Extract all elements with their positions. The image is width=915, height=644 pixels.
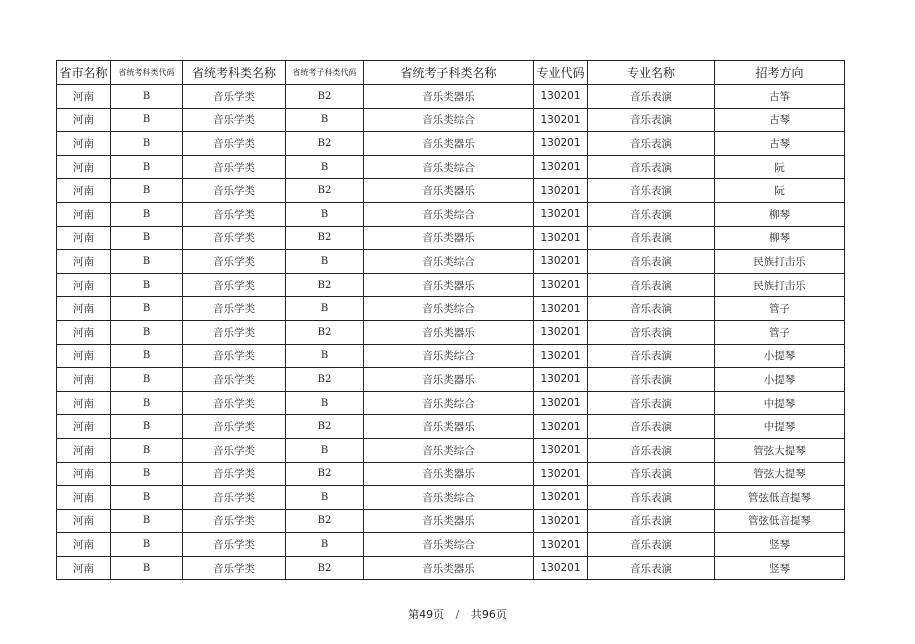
- cell-major-name: 音乐表演: [588, 509, 715, 533]
- cell-subcategory-code: B2: [286, 462, 364, 486]
- cell-major-name: 音乐表演: [588, 132, 715, 156]
- cell-category-code: B: [111, 320, 183, 344]
- cell-major-code: 130201: [534, 368, 588, 392]
- cell-subcategory-name: 音乐类器乐: [364, 179, 534, 203]
- cell-subcategory-code: B: [286, 202, 364, 226]
- cell-province: 河南: [57, 391, 111, 415]
- cell-subcategory-code: B: [286, 250, 364, 274]
- cell-category-code: B: [111, 509, 183, 533]
- page-separator: /: [455, 608, 460, 621]
- cell-subcategory-name: 音乐类综合: [364, 391, 534, 415]
- cell-major-name: 音乐表演: [588, 226, 715, 250]
- cell-subcategory-code: B2: [286, 320, 364, 344]
- cell-direction: 管弦低音提琴: [715, 486, 845, 510]
- table-row: [57, 132, 845, 156]
- cell-subcategory-code: B: [286, 344, 364, 368]
- table-row: [57, 155, 845, 179]
- cell-direction: 阮: [715, 179, 845, 203]
- header-direction: 招考方向: [715, 61, 845, 85]
- cell-subcategory-code: B: [286, 108, 364, 132]
- cell-province: 河南: [57, 533, 111, 557]
- cell-direction: 中提琴: [715, 391, 845, 415]
- cell-category-code: B: [111, 85, 183, 109]
- header-category-code: 省统考科类代码: [111, 61, 183, 85]
- cell-direction: 民族打击乐: [715, 273, 845, 297]
- cell-major-code: 130201: [534, 155, 588, 179]
- cell-major-code: 130201: [534, 320, 588, 344]
- cell-province: 河南: [57, 202, 111, 226]
- cell-subcategory-code: B: [286, 486, 364, 510]
- table-row: [57, 486, 845, 510]
- cell-major-code: 130201: [534, 391, 588, 415]
- cell-direction: 小提琴: [715, 344, 845, 368]
- cell-direction: 管弦大提琴: [715, 462, 845, 486]
- cell-province: 河南: [57, 462, 111, 486]
- cell-subcategory-name: 音乐类综合: [364, 486, 534, 510]
- cell-category-name: 音乐学类: [183, 108, 286, 132]
- cell-major-code: 130201: [534, 462, 588, 486]
- cell-subcategory-name: 音乐类综合: [364, 108, 534, 132]
- table-body: [57, 85, 845, 580]
- cell-subcategory-code: B: [286, 533, 364, 557]
- cell-category-name: 音乐学类: [183, 179, 286, 203]
- cell-major-name: 音乐表演: [588, 486, 715, 510]
- cell-category-code: B: [111, 297, 183, 321]
- cell-direction: 古筝: [715, 85, 845, 109]
- cell-major-name: 音乐表演: [588, 179, 715, 203]
- cell-major-name: 音乐表演: [588, 155, 715, 179]
- cell-major-code: 130201: [534, 132, 588, 156]
- cell-subcategory-name: 音乐类综合: [364, 438, 534, 462]
- cell-major-name: 音乐表演: [588, 344, 715, 368]
- cell-province: 河南: [57, 273, 111, 297]
- page-footer: [0, 606, 915, 622]
- cell-province: 河南: [57, 486, 111, 510]
- cell-direction: 柳琴: [715, 226, 845, 250]
- cell-province: 河南: [57, 344, 111, 368]
- cell-category-name: 音乐学类: [183, 509, 286, 533]
- cell-major-name: 音乐表演: [588, 85, 715, 109]
- cell-subcategory-name: 音乐类器乐: [364, 509, 534, 533]
- cell-major-name: 音乐表演: [588, 273, 715, 297]
- cell-category-code: B: [111, 556, 183, 580]
- table-row: [57, 462, 845, 486]
- cell-subcategory-name: 音乐类综合: [364, 202, 534, 226]
- cell-category-name: 音乐学类: [183, 273, 286, 297]
- cell-major-name: 音乐表演: [588, 202, 715, 226]
- cell-category-name: 音乐学类: [183, 226, 286, 250]
- cell-subcategory-name: 音乐类综合: [364, 297, 534, 321]
- header-major-code: 专业代码: [534, 61, 588, 85]
- cell-subcategory-name: 音乐类器乐: [364, 85, 534, 109]
- table-row: [57, 368, 845, 392]
- cell-province: 河南: [57, 250, 111, 274]
- cell-direction: 古琴: [715, 132, 845, 156]
- cell-major-code: 130201: [534, 438, 588, 462]
- cell-subcategory-name: 音乐类综合: [364, 250, 534, 274]
- cell-major-code: 130201: [534, 250, 588, 274]
- cell-subcategory-code: B: [286, 391, 364, 415]
- cell-category-code: B: [111, 250, 183, 274]
- total-pages-label: 共96页: [470, 608, 507, 621]
- cell-category-name: 音乐学类: [183, 486, 286, 510]
- cell-category-code: B: [111, 132, 183, 156]
- cell-category-code: B: [111, 415, 183, 439]
- table-row: [57, 202, 845, 226]
- cell-major-code: 130201: [534, 486, 588, 510]
- table-row: [57, 250, 845, 274]
- cell-category-name: 音乐学类: [183, 344, 286, 368]
- cell-province: 河南: [57, 415, 111, 439]
- cell-major-code: 130201: [534, 556, 588, 580]
- cell-direction: 竖琴: [715, 556, 845, 580]
- cell-province: 河南: [57, 297, 111, 321]
- header-category-name: 省统考科类名称: [183, 61, 286, 85]
- table-row: [57, 438, 845, 462]
- cell-major-code: 130201: [534, 273, 588, 297]
- table-row: [57, 273, 845, 297]
- cell-major-code: 130201: [534, 85, 588, 109]
- cell-category-code: B: [111, 202, 183, 226]
- cell-major-name: 音乐表演: [588, 556, 715, 580]
- cell-direction: 民族打击乐: [715, 250, 845, 274]
- cell-direction: 管子: [715, 297, 845, 321]
- cell-category-code: B: [111, 391, 183, 415]
- cell-subcategory-name: 音乐类器乐: [364, 556, 534, 580]
- cell-category-code: B: [111, 344, 183, 368]
- table-row: [57, 85, 845, 109]
- cell-category-name: 音乐学类: [183, 368, 286, 392]
- current-page-label: 第49页: [408, 608, 445, 621]
- cell-major-name: 音乐表演: [588, 533, 715, 557]
- cell-category-code: B: [111, 108, 183, 132]
- cell-subcategory-code: B2: [286, 85, 364, 109]
- cell-direction: 竖琴: [715, 533, 845, 557]
- cell-category-name: 音乐学类: [183, 438, 286, 462]
- cell-major-code: 130201: [534, 179, 588, 203]
- cell-subcategory-code: B2: [286, 368, 364, 392]
- cell-category-code: B: [111, 179, 183, 203]
- cell-province: 河南: [57, 85, 111, 109]
- cell-province: 河南: [57, 368, 111, 392]
- cell-direction: 古琴: [715, 108, 845, 132]
- header-subcategory-name: 省统考子科类名称: [364, 61, 534, 85]
- cell-category-code: B: [111, 462, 183, 486]
- table-row: [57, 509, 845, 533]
- cell-subcategory-code: B2: [286, 179, 364, 203]
- cell-subcategory-name: 音乐类器乐: [364, 320, 534, 344]
- cell-subcategory-name: 音乐类器乐: [364, 132, 534, 156]
- cell-category-name: 音乐学类: [183, 415, 286, 439]
- cell-category-name: 音乐学类: [183, 202, 286, 226]
- table-row: [57, 297, 845, 321]
- cell-major-name: 音乐表演: [588, 462, 715, 486]
- cell-category-name: 音乐学类: [183, 132, 286, 156]
- cell-major-code: 130201: [534, 108, 588, 132]
- cell-province: 河南: [57, 438, 111, 462]
- cell-direction: 中提琴: [715, 415, 845, 439]
- cell-category-code: B: [111, 438, 183, 462]
- cell-category-code: B: [111, 155, 183, 179]
- table-row: [57, 391, 845, 415]
- cell-category-name: 音乐学类: [183, 391, 286, 415]
- table-row: [57, 344, 845, 368]
- cell-subcategory-code: B: [286, 155, 364, 179]
- cell-category-code: B: [111, 226, 183, 250]
- cell-major-name: 音乐表演: [588, 320, 715, 344]
- table-row: [57, 108, 845, 132]
- cell-subcategory-name: 音乐类综合: [364, 155, 534, 179]
- cell-subcategory-code: B2: [286, 226, 364, 250]
- cell-category-name: 音乐学类: [183, 250, 286, 274]
- cell-direction: 管弦大提琴: [715, 438, 845, 462]
- cell-direction: 管弦低音提琴: [715, 509, 845, 533]
- table-row: [57, 226, 845, 250]
- cell-major-code: 130201: [534, 509, 588, 533]
- cell-subcategory-code: B2: [286, 132, 364, 156]
- cell-province: 河南: [57, 226, 111, 250]
- cell-category-code: B: [111, 533, 183, 557]
- cell-category-name: 音乐学类: [183, 297, 286, 321]
- cell-subcategory-name: 音乐类器乐: [364, 368, 534, 392]
- table-row: [57, 320, 845, 344]
- cell-major-name: 音乐表演: [588, 297, 715, 321]
- table-row: [57, 415, 845, 439]
- header-major-name: 专业名称: [588, 61, 715, 85]
- cell-major-code: 130201: [534, 533, 588, 557]
- cell-major-code: 130201: [534, 415, 588, 439]
- cell-direction: 管子: [715, 320, 845, 344]
- cell-major-name: 音乐表演: [588, 368, 715, 392]
- cell-major-code: 130201: [534, 202, 588, 226]
- cell-major-name: 音乐表演: [588, 391, 715, 415]
- cell-province: 河南: [57, 509, 111, 533]
- cell-category-name: 音乐学类: [183, 556, 286, 580]
- cell-category-code: B: [111, 368, 183, 392]
- cell-province: 河南: [57, 108, 111, 132]
- cell-subcategory-name: 音乐类器乐: [364, 462, 534, 486]
- cell-subcategory-name: 音乐类综合: [364, 533, 534, 557]
- cell-subcategory-code: B2: [286, 415, 364, 439]
- cell-province: 河南: [57, 556, 111, 580]
- cell-category-name: 音乐学类: [183, 155, 286, 179]
- cell-category-code: B: [111, 273, 183, 297]
- cell-category-name: 音乐学类: [183, 320, 286, 344]
- cell-major-name: 音乐表演: [588, 415, 715, 439]
- cell-subcategory-code: B2: [286, 556, 364, 580]
- cell-subcategory-code: B2: [286, 273, 364, 297]
- cell-category-name: 音乐学类: [183, 85, 286, 109]
- table-row: [57, 533, 845, 557]
- cell-subcategory-name: 音乐类器乐: [364, 415, 534, 439]
- cell-major-name: 音乐表演: [588, 250, 715, 274]
- cell-category-code: B: [111, 486, 183, 510]
- cell-category-name: 音乐学类: [183, 462, 286, 486]
- cell-major-name: 音乐表演: [588, 438, 715, 462]
- cell-major-code: 130201: [534, 344, 588, 368]
- cell-province: 河南: [57, 179, 111, 203]
- cell-direction: 柳琴: [715, 202, 845, 226]
- cell-province: 河南: [57, 155, 111, 179]
- table-row: [57, 556, 845, 580]
- cell-province: 河南: [57, 320, 111, 344]
- table-header-row: [57, 61, 845, 85]
- cell-subcategory-name: 音乐类综合: [364, 344, 534, 368]
- cell-subcategory-name: 音乐类器乐: [364, 226, 534, 250]
- header-subcategory-code: 省统考子科类代码: [286, 61, 364, 85]
- cell-major-code: 130201: [534, 297, 588, 321]
- cell-subcategory-code: B: [286, 297, 364, 321]
- table-row: [57, 179, 845, 203]
- cell-subcategory-code: B2: [286, 509, 364, 533]
- enrollment-table: [56, 60, 845, 580]
- cell-category-name: 音乐学类: [183, 533, 286, 557]
- cell-major-name: 音乐表演: [588, 108, 715, 132]
- header-province: 省市名称: [57, 61, 111, 85]
- cell-direction: 小提琴: [715, 368, 845, 392]
- cell-subcategory-code: B: [286, 438, 364, 462]
- cell-major-code: 130201: [534, 226, 588, 250]
- cell-province: 河南: [57, 132, 111, 156]
- cell-subcategory-name: 音乐类器乐: [364, 273, 534, 297]
- cell-direction: 阮: [715, 155, 845, 179]
